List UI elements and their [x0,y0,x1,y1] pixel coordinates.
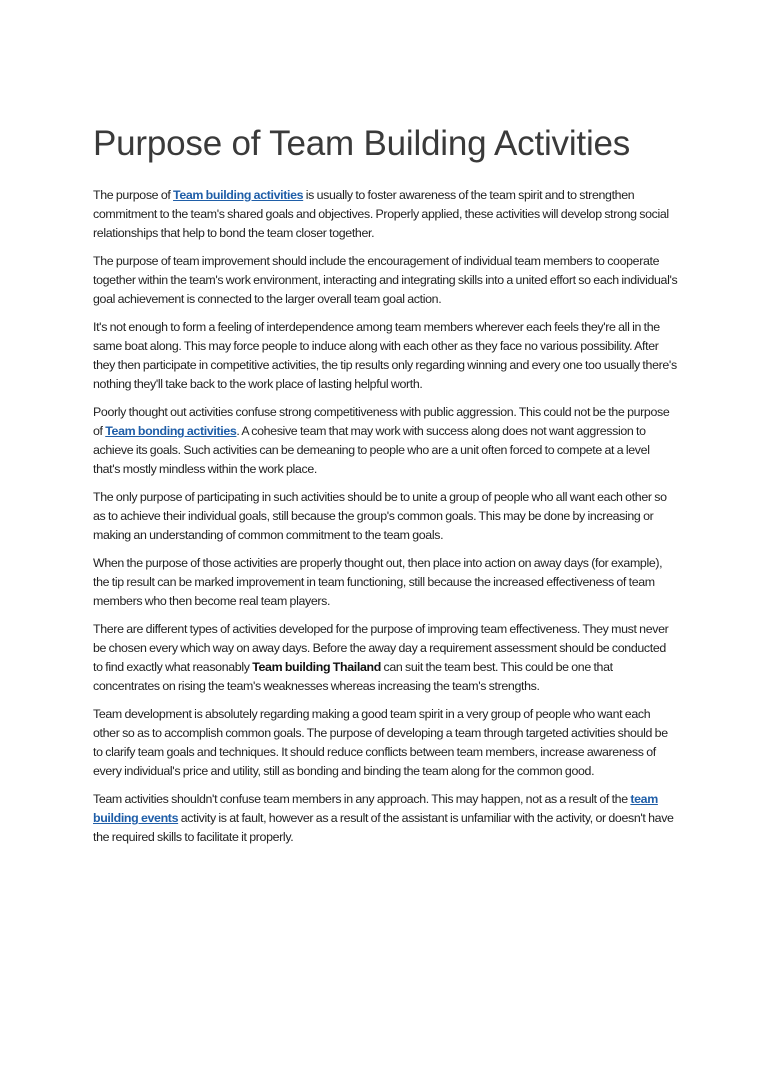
paragraph-8: Team development is absolutely regarding making a good team spirit in a very group of people who want each other so as to accomplish common goals. The purpose of developing a team through targeted activities should be to clarify team goals and techniques. It should reduce conflicts between team members, increase awareness of every individual's price and utility, still as bonding and binding the team along for the common good. [93,707,668,778]
paragraph-4 [93,403,678,479]
paragraph-7-text-end: can suit the team best. This could be one that concentrates on rising the team's weaknesses whereas increasing the team's strengths. [93,660,613,693]
paragraph-7-text-start: There are different types of activities developed for the purpose of improving team effectiveness. They must never be chosen every which way on away days. Before the away day a requirement assessment should be conducted to find exactly what reasonably [93,622,669,674]
team-building-events-link[interactable]: team building events [93,792,658,825]
paragraph-4-text-start: Poorly thought out activities confuse strong competitiveness with public aggression. This could not be the purpose of [93,405,670,438]
paragraph-1-text-start: The purpose of [93,188,174,202]
team-building-thailand-bold: Team building Thailand [252,660,381,674]
team-bonding-activities-link[interactable]: Team bonding activities [105,424,237,438]
paragraph-4-text-end: . A cohesive team that may work with success along does not want aggression to achieve its goals. Such activities can be demeaning to people who are a unit often forced to compete at a level that's mostly mindless within the work place. [93,424,650,476]
team-building-activities-link[interactable]: Team building activities [173,188,304,202]
paragraph-2: The purpose of team improvement should include the encouragement of individual team members to cooperate together within the team's work environment, interacting and integrating skills into a united effort so each individual's goal achievement is connected to the larger overall team goal action. [93,254,678,306]
paragraph-3: It's not enough to form a feeling of interdependence among team members wherever each feels they're all in the same boat along. This may force people to induce along with each other as they face no various possibility. After they then participate in competitive activities, the tip results only regarding winning and every one too usually there's nothing they'll take back to the work place of lasting helpful worth. [93,320,677,391]
paragraph-7 [93,620,678,696]
paragraph-1-text-end: is usually to foster awareness of the team spirit and to strengthen commitment to the team's shared goals and objectives. Properly applied, these activities will develop strong social relationships that help to bond the team closer together. [93,188,669,240]
paragraph-5: The only purpose of participating in such activities should be to unite a group of people who all want each other so as to achieve their individual goals, still because the group's common goals. This may be done by increasing or making an understanding of common commitment to the team goals. [93,490,667,542]
paragraph-9 [93,790,678,847]
paragraph-9-text-start: Team activities shouldn't confuse team members in any approach. This may happen, not as a result of the [93,792,631,806]
paragraph-6: When the purpose of those activities are properly thought out, then place into action on away days (for example), the tip result can be marked improvement in team functioning, still because the increased effectiveness of team members who then become real team players. [93,556,663,608]
page-title: Purpose of Team Building Activities [93,124,631,163]
paragraph-9-text-end: activity is at fault, however as a result of the assistant is unfamiliar with the activity, or doesn't have the required skills to facilitate it properly. [93,811,674,844]
paragraph-1 [93,186,678,243]
